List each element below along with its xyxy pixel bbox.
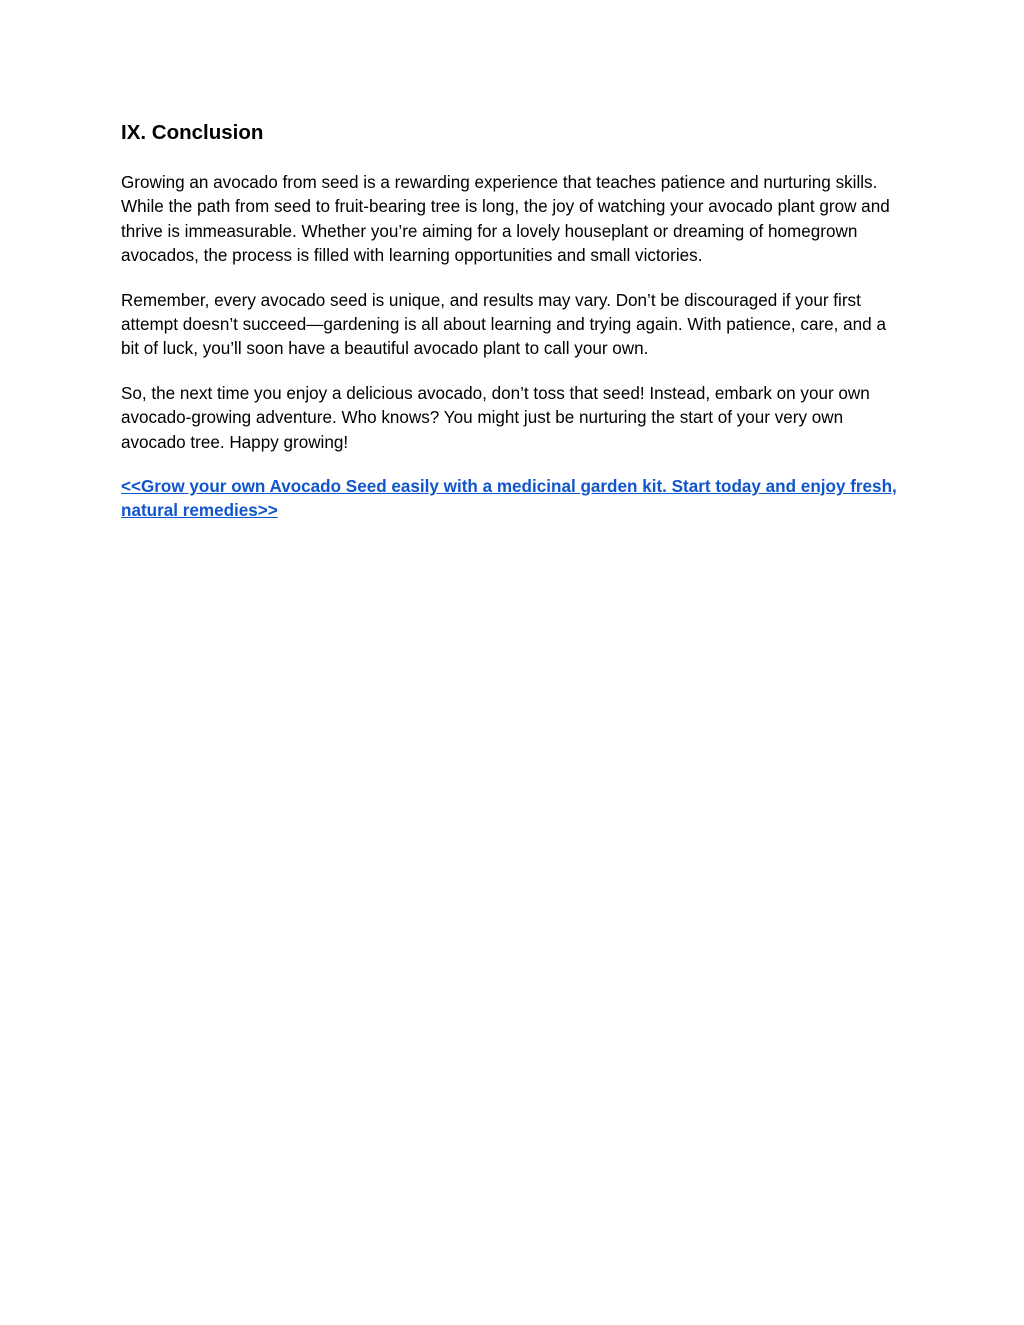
paragraph-intro: Growing an avocado from seed is a rewarding experience that teaches patience and nurturing skills. While the path from seed to fruit-bearing tree is long, the joy of watching your avocado plant grow and thrive is immeasurable. Whether you’re aiming for a lovely houseplant or dreaming of homegrown avocados, the process is filled with learning opportunities and small victories. xyxy=(121,173,890,266)
garden-kit-link[interactable]: <<Grow your own Avocado Seed easily with a medicinal garden kit. Start today and enjoy fresh, natural remedies>> xyxy=(121,477,897,521)
paragraph-closing: So, the next time you enjoy a delicious avocado, don’t toss that seed! Instead, embark on your own avocado-growing adventure. Who knows? You might just be nurturing the start of your very own avocado tree. Happy growing! xyxy=(121,383,870,452)
paragraph-encouragement: Remember, every avocado seed is unique, and results may vary. Don’t be discouraged if your first attempt doesn’t succeed—gardening is all about learning and trying again. With patience, care, and a bit of luck, you’ll soon have a beautiful avocado plant to call your own. xyxy=(121,290,886,359)
document-content xyxy=(121,118,905,524)
section-heading: IX. Conclusion xyxy=(121,121,264,144)
